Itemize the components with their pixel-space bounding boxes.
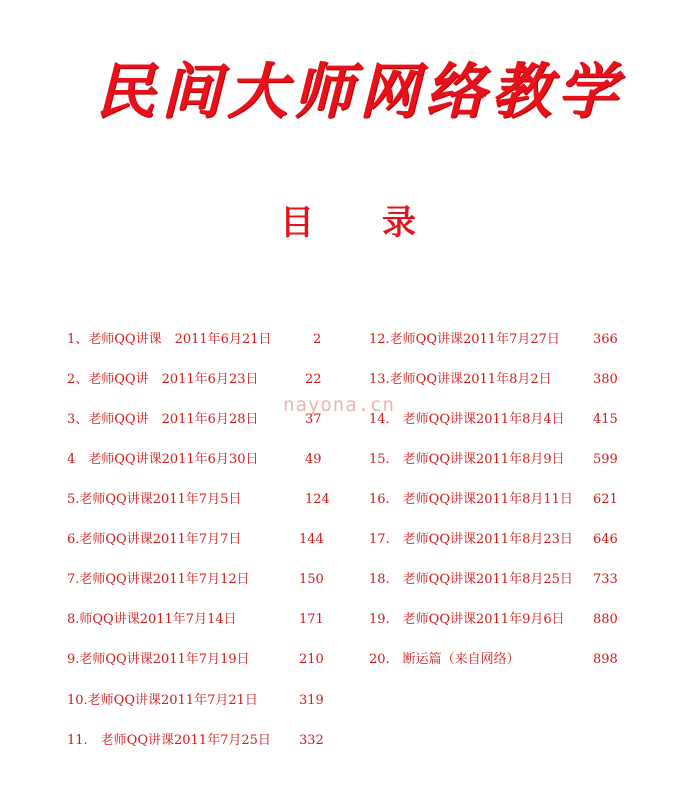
toc-entry[interactable]	[67, 490, 337, 510]
toc-entry-page: 880	[593, 612, 618, 627]
toc-entry[interactable]	[67, 570, 337, 590]
toc-entry-page: 49	[305, 452, 322, 467]
toc-entry-label: 18. 老师QQ讲课2011年8月25日	[369, 572, 573, 587]
toc-entry-label: 20. 断运篇（来自网络）	[369, 652, 520, 667]
toc-entry[interactable]	[369, 570, 639, 590]
toc-entry-label: 15. 老师QQ讲课2011年8月9日	[369, 452, 565, 467]
toc-entry[interactable]	[67, 330, 337, 350]
toc-entry-page: 144	[299, 532, 324, 547]
toc-entry-label: 12.老师QQ讲课2011年7月27日	[369, 332, 560, 347]
toc-entry-label: 4 老师QQ讲课2011年6月30日	[67, 452, 259, 467]
toc-entry[interactable]	[67, 370, 337, 390]
toc-entry-page: 124	[305, 492, 330, 507]
toc-entry-page: 210	[299, 652, 324, 667]
toc-entry[interactable]	[369, 410, 639, 430]
toc-entry-page: 415	[593, 412, 618, 427]
toc-heading: 目 录	[280, 203, 416, 243]
toc-entry-label: 17. 老师QQ讲课2011年8月23日	[369, 532, 573, 547]
toc-entry-label: 16. 老师QQ讲课2011年8月11日	[369, 492, 573, 507]
toc-entry-label: 10.老师QQ讲课2011年7月21日	[67, 693, 258, 708]
toc-entry-page: 366	[593, 332, 618, 347]
toc-entry-page: 22	[305, 372, 322, 387]
toc-entry[interactable]	[369, 330, 639, 350]
toc-entry-page: 171	[299, 612, 324, 627]
toc-entry[interactable]	[369, 530, 639, 550]
toc-entry-page: 37	[305, 412, 322, 427]
toc-entry-label: 11. 老师QQ讲课2011年7月25日	[67, 733, 271, 748]
toc-entry[interactable]	[67, 410, 337, 430]
toc-entry[interactable]	[67, 731, 337, 751]
document-title: 民间大师网络教学	[95, 57, 623, 127]
toc-entry-label: 13.老师QQ讲课2011年8月2日	[369, 372, 552, 387]
toc-entry-page: 599	[593, 452, 618, 467]
toc-entry-label: 14. 老师QQ讲课2011年8月4日	[369, 412, 565, 427]
toc-entry[interactable]	[67, 691, 337, 711]
toc-entry[interactable]	[67, 610, 337, 630]
toc-entry-label: 1、老师QQ讲课 2011年6月21日	[67, 332, 272, 347]
toc-entry-page: 646	[593, 532, 618, 547]
toc-entry-page: 332	[299, 733, 324, 748]
toc-entry-page: 319	[299, 693, 324, 708]
toc-entry[interactable]	[369, 450, 639, 470]
toc-entry-label: 19. 老师QQ讲课2011年9月6日	[369, 612, 565, 627]
toc-entry[interactable]	[369, 650, 639, 670]
toc-entry[interactable]	[67, 650, 337, 670]
toc-entry-label: 3、老师QQ讲 2011年6月28日	[67, 412, 259, 427]
toc-entry-label: 6.老师QQ讲课2011年7月7日	[67, 532, 242, 547]
watermark: nayona.cn	[283, 394, 395, 416]
toc-entry[interactable]	[67, 530, 337, 550]
toc-entry-label: 2、老师QQ讲 2011年6月23日	[67, 372, 259, 387]
toc-entry-page: 2	[313, 332, 322, 347]
toc-entry[interactable]	[369, 370, 639, 390]
toc-entry-label: 7.老师QQ讲课2011年7月12日	[67, 572, 250, 587]
toc-entry-page: 380	[593, 372, 618, 387]
toc-entry-page: 150	[299, 572, 324, 587]
toc-entry-page: 621	[593, 492, 618, 507]
toc-entry-page: 898	[593, 652, 618, 667]
toc-entry[interactable]	[369, 490, 639, 510]
toc-entry-label: 8.师QQ讲课2011年7月14日	[67, 612, 237, 627]
toc-entry[interactable]	[67, 450, 337, 470]
toc-entry-label: 9.老师QQ讲课2011年7月19日	[67, 652, 250, 667]
toc-entry-page: 733	[593, 572, 618, 587]
toc-entry-label: 5.老师QQ讲课2011年7月5日	[67, 492, 242, 507]
toc-entry[interactable]	[369, 610, 639, 630]
